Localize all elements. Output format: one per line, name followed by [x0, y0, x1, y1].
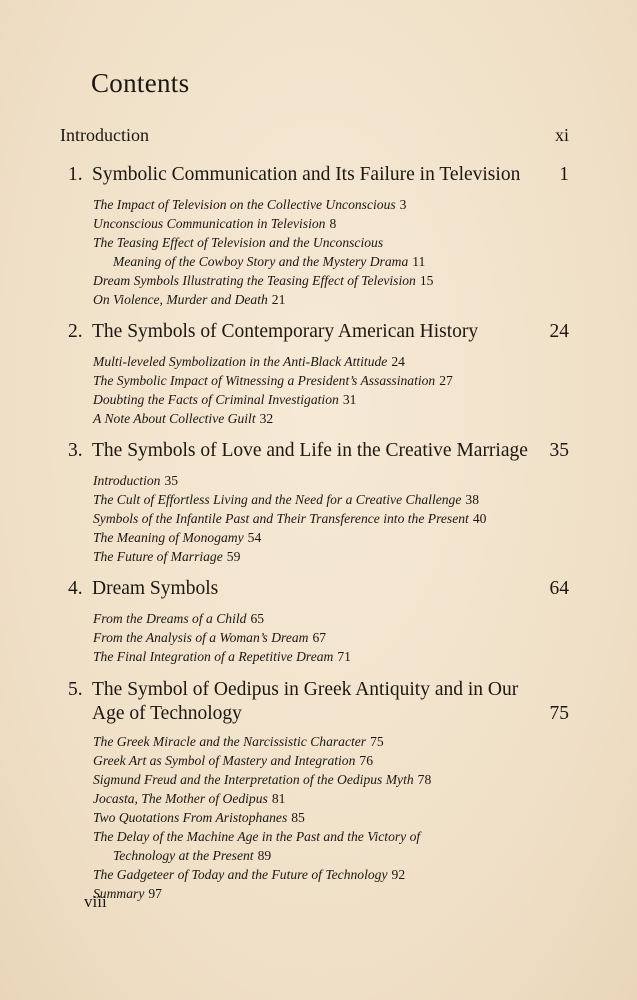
chapter-title-line-2: Age of Technology [92, 703, 242, 724]
chapter-5 [0, 678, 637, 901]
introduction-page: xi [554, 125, 569, 145]
section-item: Multi-leveled Symbolization in the Anti-Black Attitude 24 [93, 354, 405, 369]
section-list [93, 732, 563, 903]
chapter-heading [0, 678, 637, 726]
introduction-label: Introduction [60, 125, 149, 145]
section-item: Unconscious Communication in Television 8 [93, 216, 337, 231]
chapter-number: 3. [68, 440, 83, 461]
section-item: Symbols of the Infantile Past and Their Transference into the Present 40 [93, 511, 487, 526]
section-item: Jocasta, The Mother of Oedipus 81 [93, 791, 286, 806]
section-list [93, 609, 563, 666]
toc-introduction [60, 125, 569, 146]
section-item: The Future of Marriage 59 [93, 549, 241, 564]
section-item: Doubting the Facts of Criminal Investigation 31 [93, 392, 357, 407]
section-item: Dream Symbols Illustrating the Teasing Effect of Television 15 [93, 273, 434, 288]
chapter-page: 35 [549, 440, 569, 461]
section-item: From the Dreams of a Child 65 [93, 611, 265, 626]
chapter-page: 64 [549, 578, 569, 599]
section-item: Two Quotations From Aristophanes 85 [93, 810, 305, 825]
page-number: viii [84, 892, 107, 911]
section-item-continuation: Meaning of the Cowboy Story and the Mystery Drama 11 [113, 254, 426, 269]
section-item: The Impact of Television on the Collective Unconscious 3 [93, 197, 407, 212]
chapter-number: 1. [68, 164, 83, 185]
section-list [93, 195, 563, 309]
section-item: The Meaning of Monogamy 54 [93, 530, 262, 545]
chapter-page: 1 [559, 164, 569, 185]
chapter-number: 4. [68, 578, 83, 599]
section-item: Introduction 35 [93, 473, 179, 488]
section-item: From the Analysis of a Woman’s Dream 67 [93, 630, 327, 645]
chapter-title-line-1: The Symbol of Oedipus in Greek Antiquity and in Our [92, 679, 519, 700]
section-item: Greek Art as Symbol of Mastery and Integration 76 [93, 753, 373, 768]
section-item: Sigmund Freud and the Interpretation of the Oedipus Myth 78 [93, 772, 432, 787]
section-list [93, 471, 563, 566]
chapter-title: Dream Symbols [92, 578, 219, 599]
section-item-continuation: Technology at the Present 89 [113, 848, 272, 863]
chapter-page: 24 [549, 321, 569, 342]
chapter-page: 75 [549, 703, 569, 724]
section-item: The Greek Miracle and the Narcissistic Character 75 [93, 734, 384, 749]
chapter-title: Symbolic Communication and Its Failure in Television [92, 164, 521, 185]
section-item: A Note About Collective Guilt 32 [93, 411, 274, 426]
chapter-title: The Symbols of Love and Life in the Creative Marriage [92, 440, 528, 461]
section-item: The Delay of the Machine Age in the Past and the Victory of [93, 829, 421, 844]
page-title: Contents [91, 68, 190, 98]
chapter-number: 2. [68, 321, 83, 342]
chapter-number: 5. [68, 679, 83, 700]
section-item: Summary 97 [93, 886, 162, 901]
section-item: The Final Integration of a Repetitive Dream 71 [93, 649, 351, 664]
section-item: On Violence, Murder and Death 21 [93, 292, 286, 307]
section-item: The Teasing Effect of Television and the Unconscious [93, 235, 384, 250]
section-list [93, 352, 563, 428]
section-item: The Cult of Effortless Living and the Need for a Creative Challenge 38 [93, 492, 479, 507]
chapter-title [92, 678, 532, 726]
section-item: The Gadgeteer of Today and the Future of Technology 92 [93, 867, 406, 882]
chapter-title: The Symbols of Contemporary American History [92, 321, 479, 342]
section-item: The Symbolic Impact of Witnessing a President’s Assassination 27 [93, 373, 453, 388]
